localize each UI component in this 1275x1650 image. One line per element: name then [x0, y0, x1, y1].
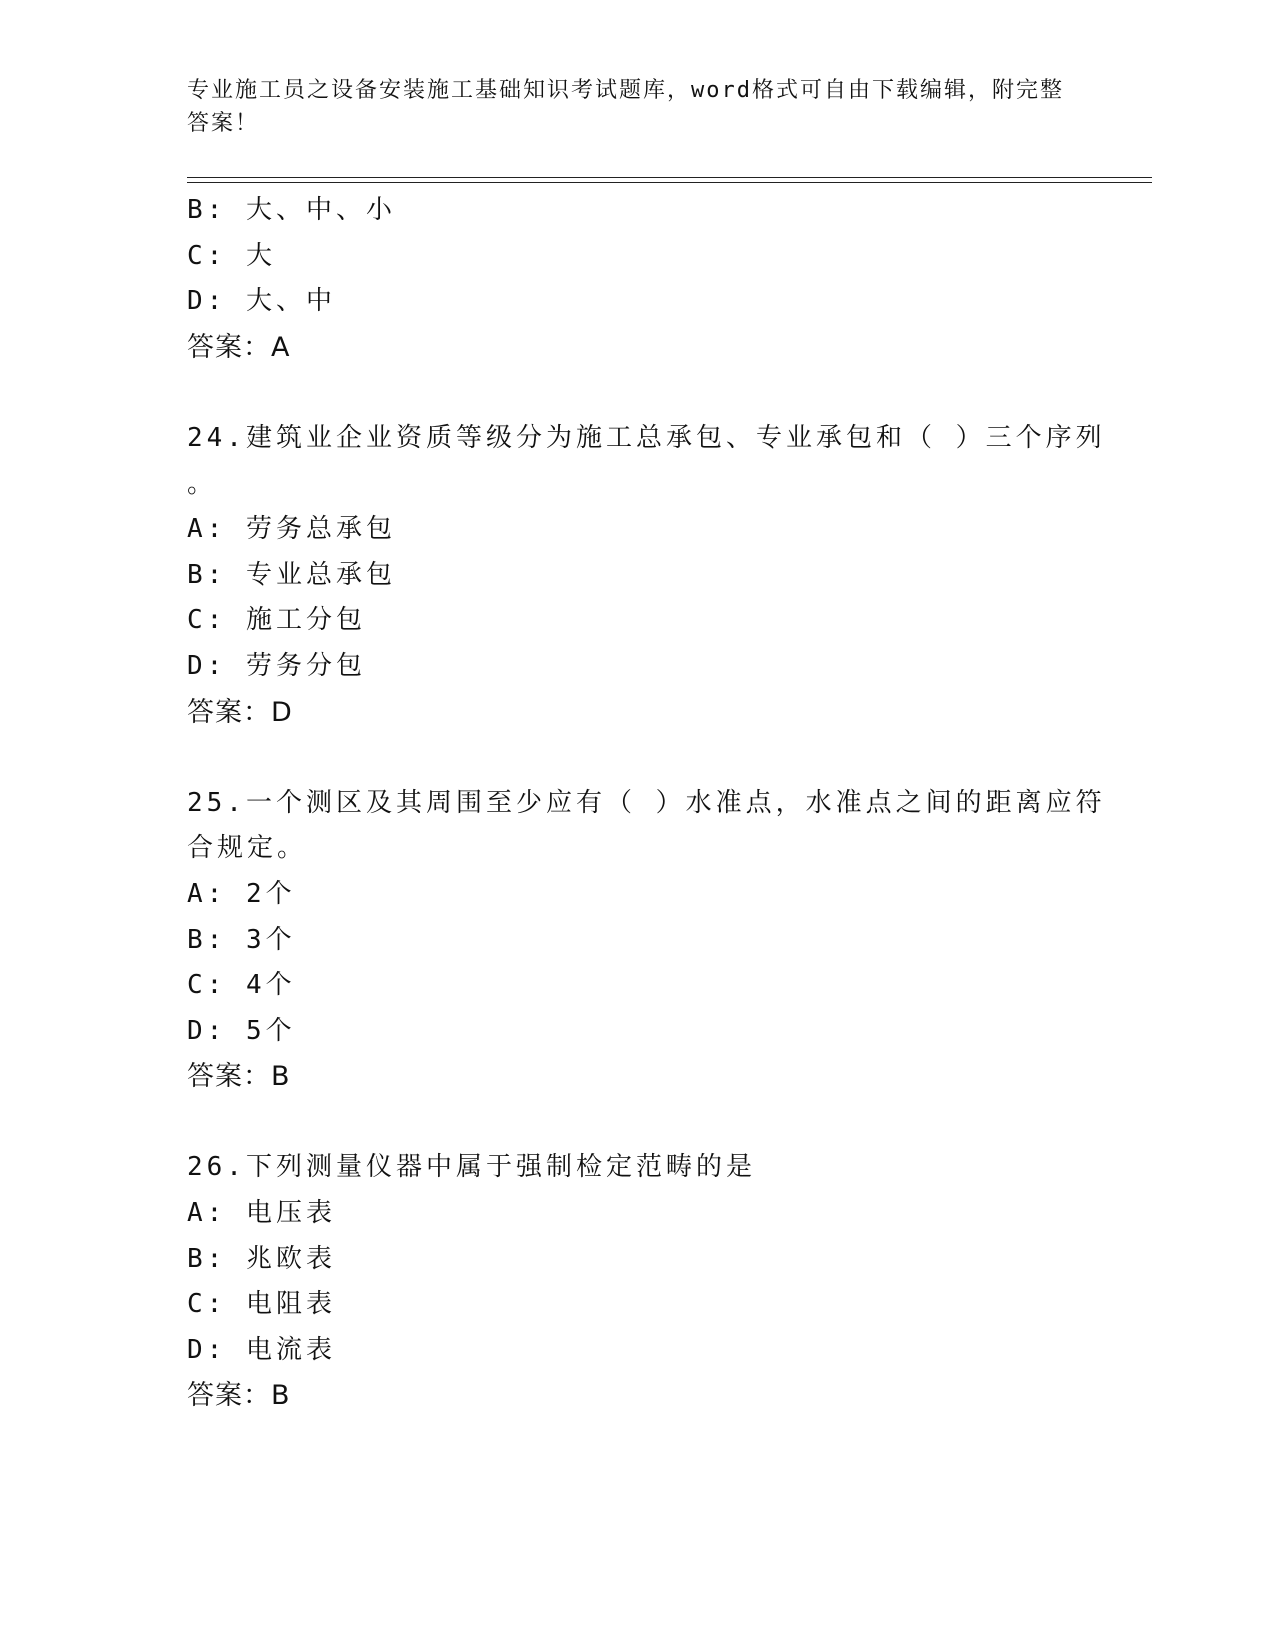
option-b: B: 兆欧表: [187, 1243, 336, 1274]
question-stem: 24.建筑业企业资质等级分为施工总承包、专业承包和（ ）三个序列: [187, 422, 1106, 453]
option-a: A: 2个: [187, 878, 296, 909]
document-header: [187, 74, 1067, 140]
header-title: 专业施工员之设备安装施工基础知识考试题库，word格式可自由下载编辑，附完整答案！: [187, 78, 1064, 136]
spacer: [187, 370, 1067, 416]
question-stem: 26.下列测量仪器中属于强制检定范畴的是: [187, 1152, 756, 1183]
option-b: B: 大、中、小: [187, 195, 396, 225]
answer-line: 答案：D: [187, 696, 293, 728]
option-c: C: 大: [187, 240, 276, 271]
answer-line: 答案：A: [187, 331, 291, 363]
header-divider-bottom: [187, 182, 1152, 183]
option-d: D: 劳务分包: [187, 650, 366, 681]
option-c: C: 电阻表: [187, 1289, 336, 1320]
spacer: [187, 735, 1067, 781]
question-24: [187, 416, 1106, 735]
question-26: [187, 1145, 1067, 1419]
option-c: C: 4个: [187, 970, 296, 1001]
document-body: [187, 188, 1106, 1419]
answer-line: 答案：B: [187, 1061, 291, 1093]
header-divider-top: [187, 177, 1152, 178]
option-a: A: 劳务总承包: [187, 514, 396, 545]
question-stem: 25.一个测区及其周围至少应有（ ）水准点，水准点之间的距离应符: [187, 787, 1106, 818]
question-25: [187, 781, 1106, 1100]
answer-line: 答案：B: [187, 1380, 291, 1412]
question-stem-cont: 。: [187, 468, 218, 499]
option-b: B: 3个: [187, 924, 296, 955]
option-a: A: 电压表: [187, 1198, 336, 1229]
question-stem-cont: 合规定。: [187, 833, 308, 864]
option-d: D: 大、中: [187, 286, 336, 317]
option-c: C: 施工分包: [187, 605, 366, 636]
option-d: D: 5个: [187, 1015, 296, 1046]
option-b: B: 专业总承包: [187, 559, 396, 590]
spacer: [187, 1100, 1067, 1146]
option-d: D: 电流表: [187, 1334, 336, 1365]
question-23-continuation: [187, 188, 1067, 370]
